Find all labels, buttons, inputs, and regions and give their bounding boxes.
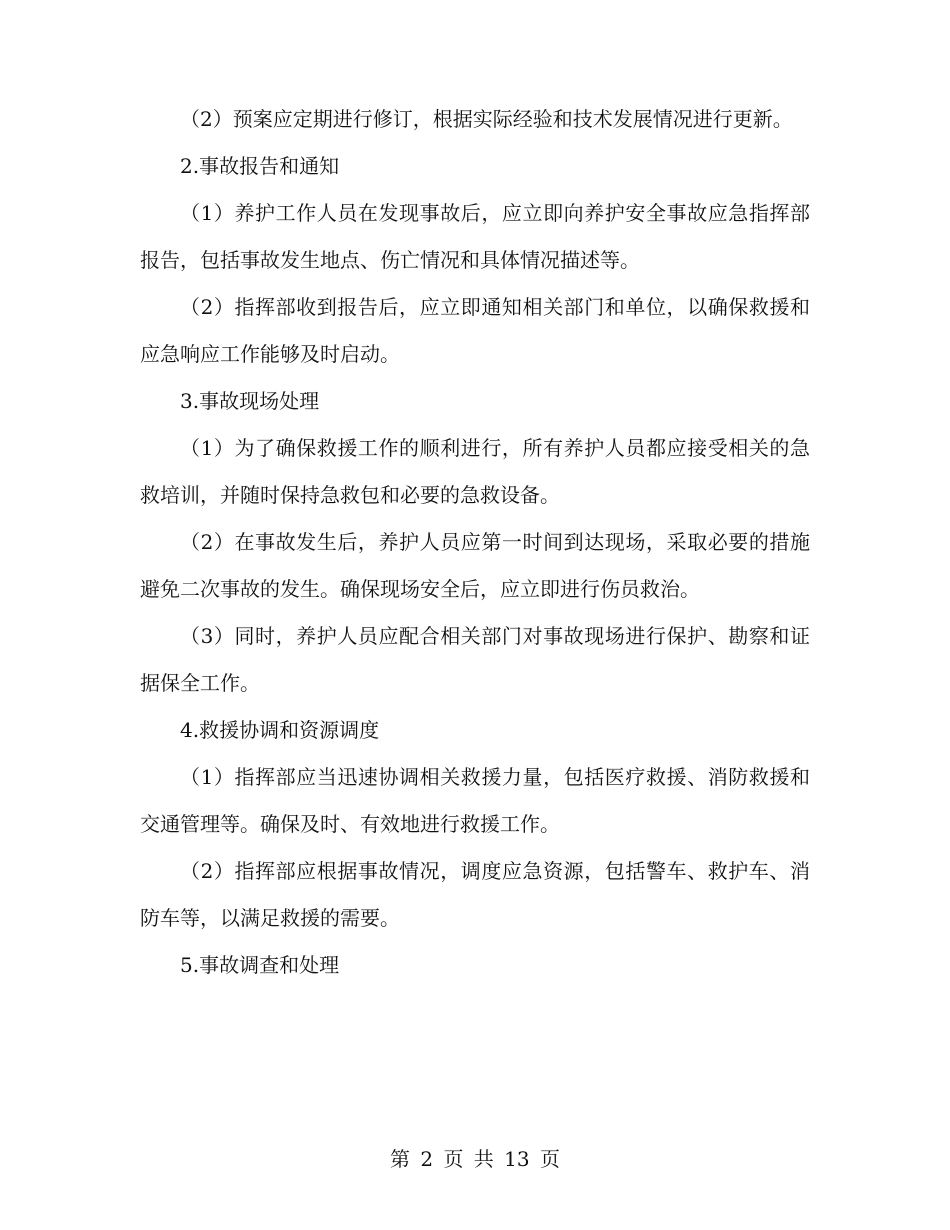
section-heading-accident-report: 2.事故报告和通知	[180, 154, 340, 178]
page-number-footer: 第 2 页 共 13 页	[390, 1147, 560, 1171]
section-heading-rescue-coordination: 4.救援协调和资源调度	[180, 718, 380, 742]
paragraph-first-aid-training: （1）为了确保救援工作的顺利进行，所有养护人员都应接受相关的急救培训，并随时保持急救包和必要的急救设备。	[140, 436, 810, 507]
paragraph-scene-protection: （3）同时，养护人员应配合相关部门对事故现场进行保护、勘察和证据保全工作。	[140, 624, 810, 695]
document-body	[140, 96, 810, 989]
paragraph-arrive-at-scene: （2）在事故发生后，养护人员应第一时间到达现场，采取必要的措施避免二次事故的发生。确保现场安全后，应立即进行伤员救治。	[140, 530, 810, 601]
paragraph-coordinate-rescue: （1）指挥部应当迅速协调相关救援力量，包括医疗救援、消防救援和交通管理等。确保及时、有效地进行救援工作。	[140, 765, 810, 836]
paragraph-notify-departments: （2）指挥部收到报告后，应立即通知相关部门和单位，以确保救援和应急响应工作能够及时启动。	[140, 295, 810, 366]
section-heading-investigation: 5.事故调查和处理	[180, 953, 340, 977]
paragraph-report-to-command: （1）养护工作人员在发现事故后，应立即向养护安全事故应急指挥部报告，包括事故发生地点、伤亡情况和具体情况描述等。	[140, 201, 810, 272]
section-heading-scene-handling: 3.事故现场处理	[180, 389, 320, 413]
paragraph-dispatch-resources: （2）指挥部应根据事故情况，调度应急资源，包括警车、救护车、消防车等，以满足救援的需要。	[140, 859, 810, 930]
paragraph-plan-revision: （2）预案应定期进行修订，根据实际经验和技术发展情况进行更新。	[180, 107, 793, 131]
